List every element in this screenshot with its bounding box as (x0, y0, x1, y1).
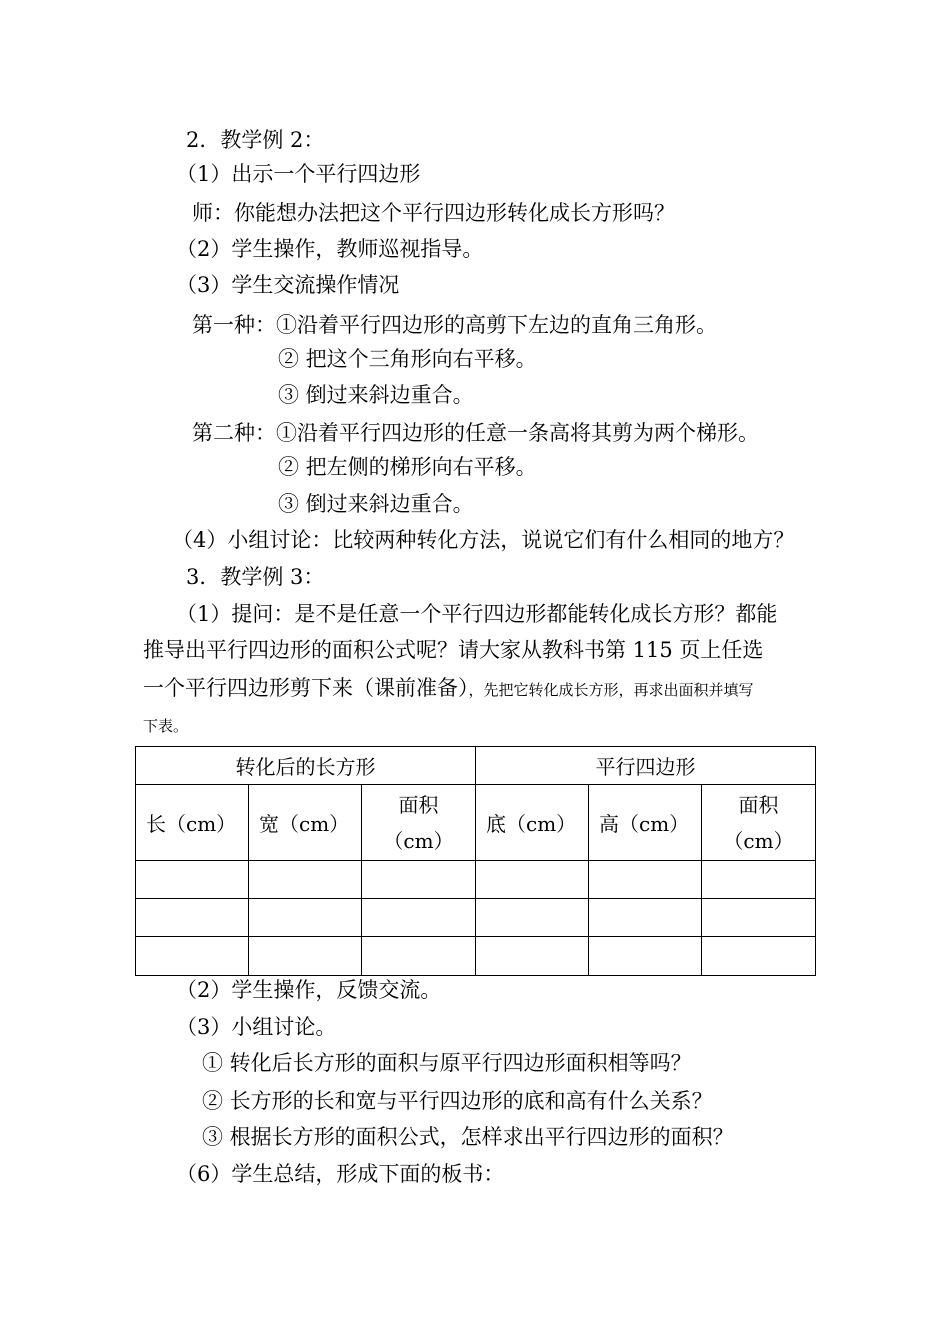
header-para-area-line1: 面积 (738, 792, 779, 817)
header-base: 底（cm） (476, 785, 589, 861)
table-cell (589, 861, 702, 899)
step-feedback: （2）学生操作，反馈交流。 (176, 978, 442, 1002)
table-cell (476, 861, 589, 899)
header-parallelogram-group: 平行四边形 (476, 747, 816, 785)
step-group-discussion: （3）小组讨论。 (176, 1015, 337, 1039)
question-line-4: 下表。 (143, 717, 189, 735)
teacher-question: 师：你能想办法把这个平行四边形转化成长方形吗？ (192, 201, 675, 225)
table-cell (362, 899, 476, 937)
discussion-question-3: ③ 根据长方形的面积公式，怎样求出平行四边形的面积？ (202, 1125, 734, 1149)
table-cell (249, 937, 362, 976)
header-rect-area-line1: 面积 (398, 792, 439, 817)
table-cell (702, 899, 816, 937)
method-2-step-1: 第二种：①沿着平行四边形的任意一条高将其剪为两个梯形。 (192, 421, 759, 445)
discussion-question-1: ① 转化后长方形的面积与原平行四边形面积相等吗？ (202, 1051, 692, 1075)
table-cell (589, 937, 702, 976)
table-cell (702, 861, 816, 899)
table-cell (702, 937, 816, 976)
table-cell (249, 899, 362, 937)
table-cell (136, 899, 249, 937)
step-student-exchange: （3）学生交流操作情况 (176, 273, 400, 297)
question-line-2: 推导出平行四边形的面积公式呢？请大家从教科书第 115 页上任选 (143, 638, 764, 662)
header-length: 长（cm） (136, 785, 249, 861)
header-para-area-line2: （cm） (723, 828, 794, 853)
header-rectangle-group: 转化后的长方形 (136, 747, 476, 785)
header-rect-area (362, 785, 476, 861)
table-row (136, 861, 816, 899)
table-cell (476, 899, 589, 937)
table-cell (362, 937, 476, 976)
question-line-3-main: 一个平行四边形剪下来（课前准备） (143, 676, 469, 700)
header-height: 高（cm） (589, 785, 702, 861)
step-student-operate: （2）学生操作，教师巡视指导。 (176, 237, 484, 261)
header-para-area (702, 785, 816, 861)
method-2-step-3: ③ 倒过来斜边重合。 (278, 492, 474, 516)
step-show-parallelogram: （1）出示一个平行四边形 (176, 162, 421, 186)
question-line-3-small: ，先把它转化成长方形，再求出面积并填写 (468, 681, 754, 699)
table-cell (476, 937, 589, 976)
table-cell (136, 861, 249, 899)
table-row (136, 937, 816, 976)
table-row (136, 899, 816, 937)
conversion-table (135, 746, 816, 976)
table-cell (136, 937, 249, 976)
table-cell (362, 861, 476, 899)
header-width: 宽（cm） (249, 785, 362, 861)
question-line-3 (143, 674, 754, 704)
heading-example-2: 2．教学例 2： (186, 128, 325, 152)
heading-example-3: 3．教学例 3： (186, 565, 325, 589)
method-1-step-2: ② 把这个三角形向右平移。 (278, 347, 537, 371)
step-summary: （6）学生总结，形成下面的板书： (176, 1162, 505, 1186)
method-1-step-1: 第一种：①沿着平行四边形的高剪下左边的直角三角形。 (192, 313, 717, 337)
question-line-1: （1）提问：是不是任意一个平行四边形都能转化成长方形？都能 (176, 602, 778, 626)
header-rect-area-line2: （cm） (383, 828, 454, 853)
table-cell (249, 861, 362, 899)
discussion-question-2: ② 长方形的长和宽与平行四边形的底和高有什么关系？ (202, 1089, 713, 1113)
method-1-step-3: ③ 倒过来斜边重合。 (278, 383, 474, 407)
group-discussion-4: （4）小组讨论：比较两种转化方法，说说它们有什么相同的地方？ (172, 528, 795, 552)
method-2-step-2: ② 把左侧的梯形向右平移。 (278, 455, 537, 479)
table-cell (589, 899, 702, 937)
